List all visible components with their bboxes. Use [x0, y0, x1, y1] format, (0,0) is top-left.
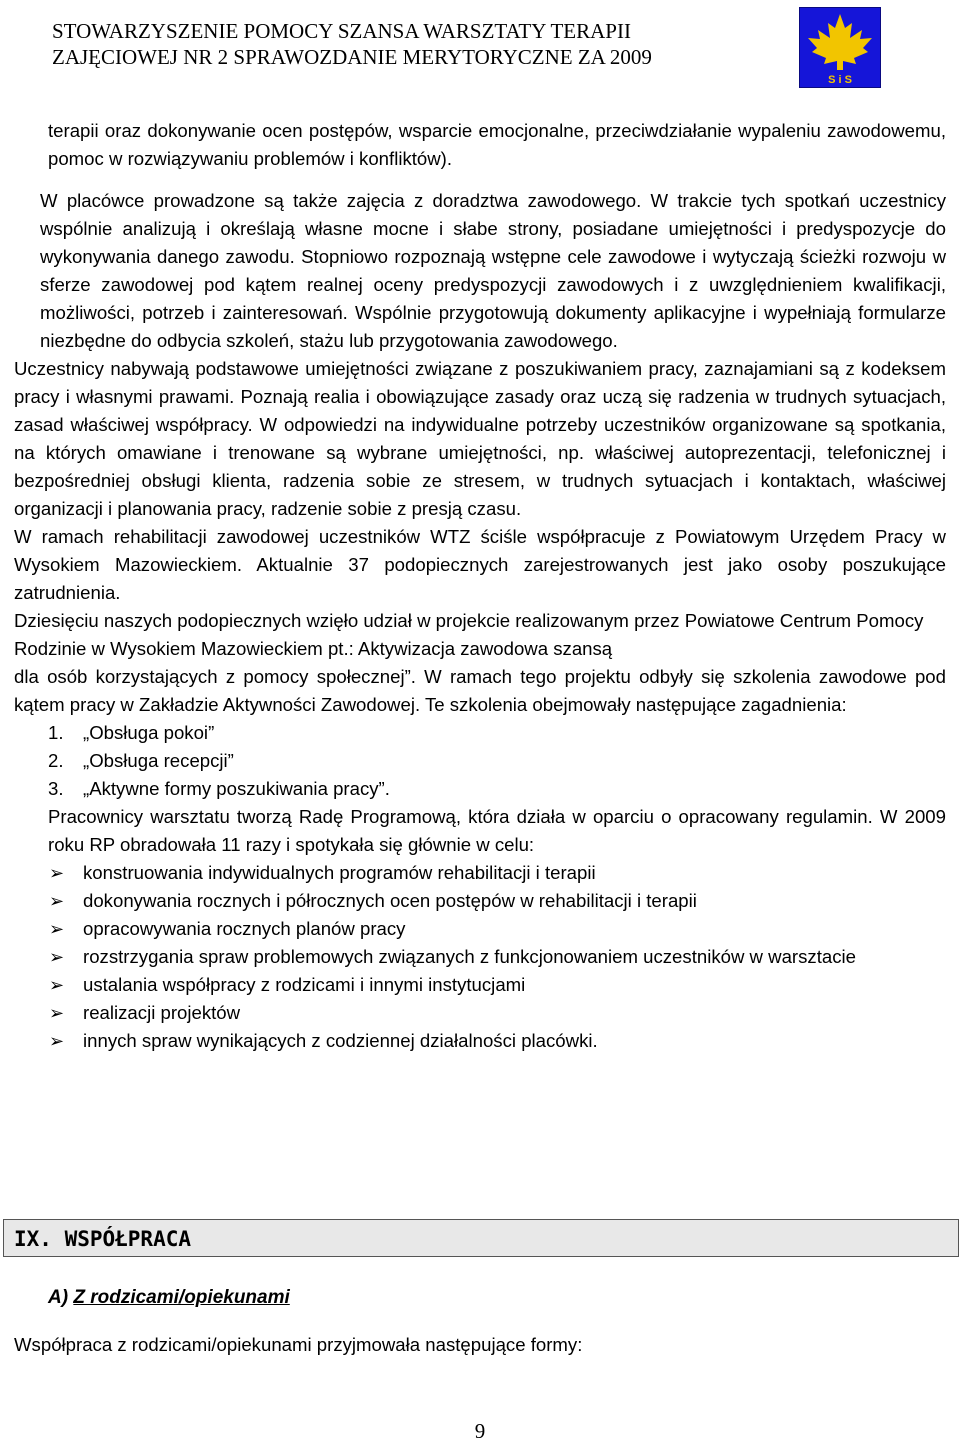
list-item: [14, 971, 946, 999]
arrow-bullet-icon: ➢: [49, 919, 65, 939]
list-item-text: „Obsługa pokoi”: [83, 722, 215, 743]
paragraph-6: dla osób korzystających z pomocy społecznej”. W ramach tego projektu odbyły się szkolenia zawodowe pod kątem pracy w Zakładzie Aktywności Zawodowej. Te szkolenia obejmowały następujące zagadnienia:: [14, 666, 946, 715]
list-item-text: „Obsługa recepcji”: [83, 750, 234, 771]
section-title: IX. WSPÓŁPRACA: [14, 1227, 192, 1251]
list-item-text: rozstrzygania spraw problemowych związanych z funkcjonowaniem uczestników w warsztacie: [83, 946, 856, 967]
list-item: [14, 775, 946, 803]
arrow-bullet-icon: ➢: [49, 975, 65, 995]
list-item-text: realizacji projektów: [83, 1002, 241, 1023]
list-item: [14, 1027, 946, 1055]
logo-text: S i S: [828, 74, 852, 86]
list-item-text: „Aktywne formy poszukiwania pracy”.: [83, 778, 390, 799]
list-item: [14, 915, 946, 943]
maple-leaf-icon: [800, 8, 880, 87]
list-item-text: ustalania współpracy z rodzicami i innymi instytucjami: [83, 974, 526, 995]
list-number: 3.: [48, 778, 64, 799]
list-item: [14, 747, 946, 775]
arrow-bullet-icon: ➢: [49, 1003, 65, 1023]
list-item-text: dokonywania rocznych i półrocznych ocen postępów w rehabilitacji i terapii: [83, 890, 697, 911]
header-line-2: ZAJĘCIOWEJ NR 2 SPRAWOZDANIE MERYTORYCZNE ZA 2009: [52, 45, 652, 69]
list-item-text: opracowywania rocznych planów pracy: [83, 918, 406, 939]
arrow-bullet-icon: ➢: [49, 891, 65, 911]
arrow-bullet-icon: ➢: [49, 947, 65, 967]
list-number: 1.: [48, 722, 64, 743]
paragraph-4: W ramach rehabilitacji zawodowej uczestników WTZ ściśle współpracuje z Powiatowym Urzędem Pracy w Wysokiem Mazowieckiem. Aktualnie 37 podopiecznych zarejestrowanych jest jako osoby poszukujące zatrudnienia.: [14, 526, 946, 603]
list-item-text: konstruowania indywidualnych programów rehabilitacji i terapii: [83, 862, 596, 883]
arrow-bullet-icon: ➢: [49, 863, 65, 883]
list-item: [14, 999, 946, 1027]
page-number: 9: [474, 1419, 486, 1443]
paragraph-1: terapii oraz dokonywanie ocen postępów, wsparcie emocjonalne, przeciwdziałanie wypaleniu zawodowemu, pomoc w rozwiązywaniu problemów i konfliktów).: [48, 120, 946, 169]
section-heading: [3, 1219, 959, 1257]
council-goals-list: [14, 859, 946, 1055]
list-item: [14, 859, 946, 887]
subsection-prefix: A): [48, 1287, 69, 1308]
list-number: 2.: [48, 750, 64, 771]
paragraph-2: W placówce prowadzone są także zajęcia z doradztwa zawodowego. W trakcie tych spotkań uczestnicy wspólnie analizują i określają własne mocne i słabe strony, posiadane umiejętności i predyspozycje do wykonywania danego zawodu. Stopniowo rozpoznają wstępne cele zawodowe i wytyczają ścieżki rozwoju w sferze zawodowej pod kątem realnej oceny predyspozycji zawodowych i z uwzględnieniem kwalifikacji, możliwości, potrzeb i zainteresowań. Wspólnie przygotowują dokumenty aplikacyjne i wypełniają formularze niezbędne do odbycia szkoleń, stażu lub przygotowania zawodowego.: [40, 190, 946, 351]
paragraph-5: Dziesięciu naszych podopiecznych wzięło udział w projekcie realizowanym przez Powiatowe Centrum Pomocy Rodzinie w Wysokiem Mazowieckiem pt.: Aktywizacja zawodowa szansą: [14, 610, 924, 659]
list-item: [14, 887, 946, 915]
page-header: [0, 0, 960, 92]
subsection-heading: [48, 1284, 290, 1312]
subsection-title: Z rodzicami/opiekunami: [73, 1287, 290, 1308]
header-title: [52, 18, 752, 70]
organization-logo: [799, 7, 881, 88]
subsection-intro: Współpraca z rodzicami/opiekunami przyjmowała następujące formy:: [14, 1334, 583, 1355]
list-item: [14, 719, 946, 747]
arrow-bullet-icon: ➢: [49, 1031, 65, 1051]
header-line-1: STOWARZYSZENIE POMOCY SZANSA WARSZTATY TERAPII: [52, 19, 631, 43]
list-item-text: innych spraw wynikających z codziennej działalności placówki.: [83, 1030, 598, 1051]
document-body: [14, 117, 946, 1055]
paragraph-3: Uczestnicy nabywają podstawowe umiejętności związane z poszukiwaniem pracy, zaznajamiani są z kodeksem pracy i własnymi prawami. Poznają realia i obowiązujące zasady oraz uczą się radzenia w trudnych sytuacjach, zasad właściwej współpracy. W odpowiedzi na indywidualne potrzeby uczestników organizowane są spotkania, na których omawiane i trenowane są wybrane umiejętności, np. właściwej autoprezentacji, telefonicznej i bezpośredniej obsługi klienta, radzenia sobie ze stresem, w trudnych sytuacjach i kontaktach, właściwej organizacji i planowania pracy, radzenie sobie z presją czasu.: [14, 358, 946, 519]
training-topics-list: [14, 719, 946, 803]
paragraph-7: Pracownicy warsztatu tworzą Radę Programową, która działa w oparciu o opracowany regulamin. W 2009 roku RP obradowała 11 razy i spotykała się głównie w celu:: [48, 806, 946, 855]
list-item: [14, 943, 946, 971]
